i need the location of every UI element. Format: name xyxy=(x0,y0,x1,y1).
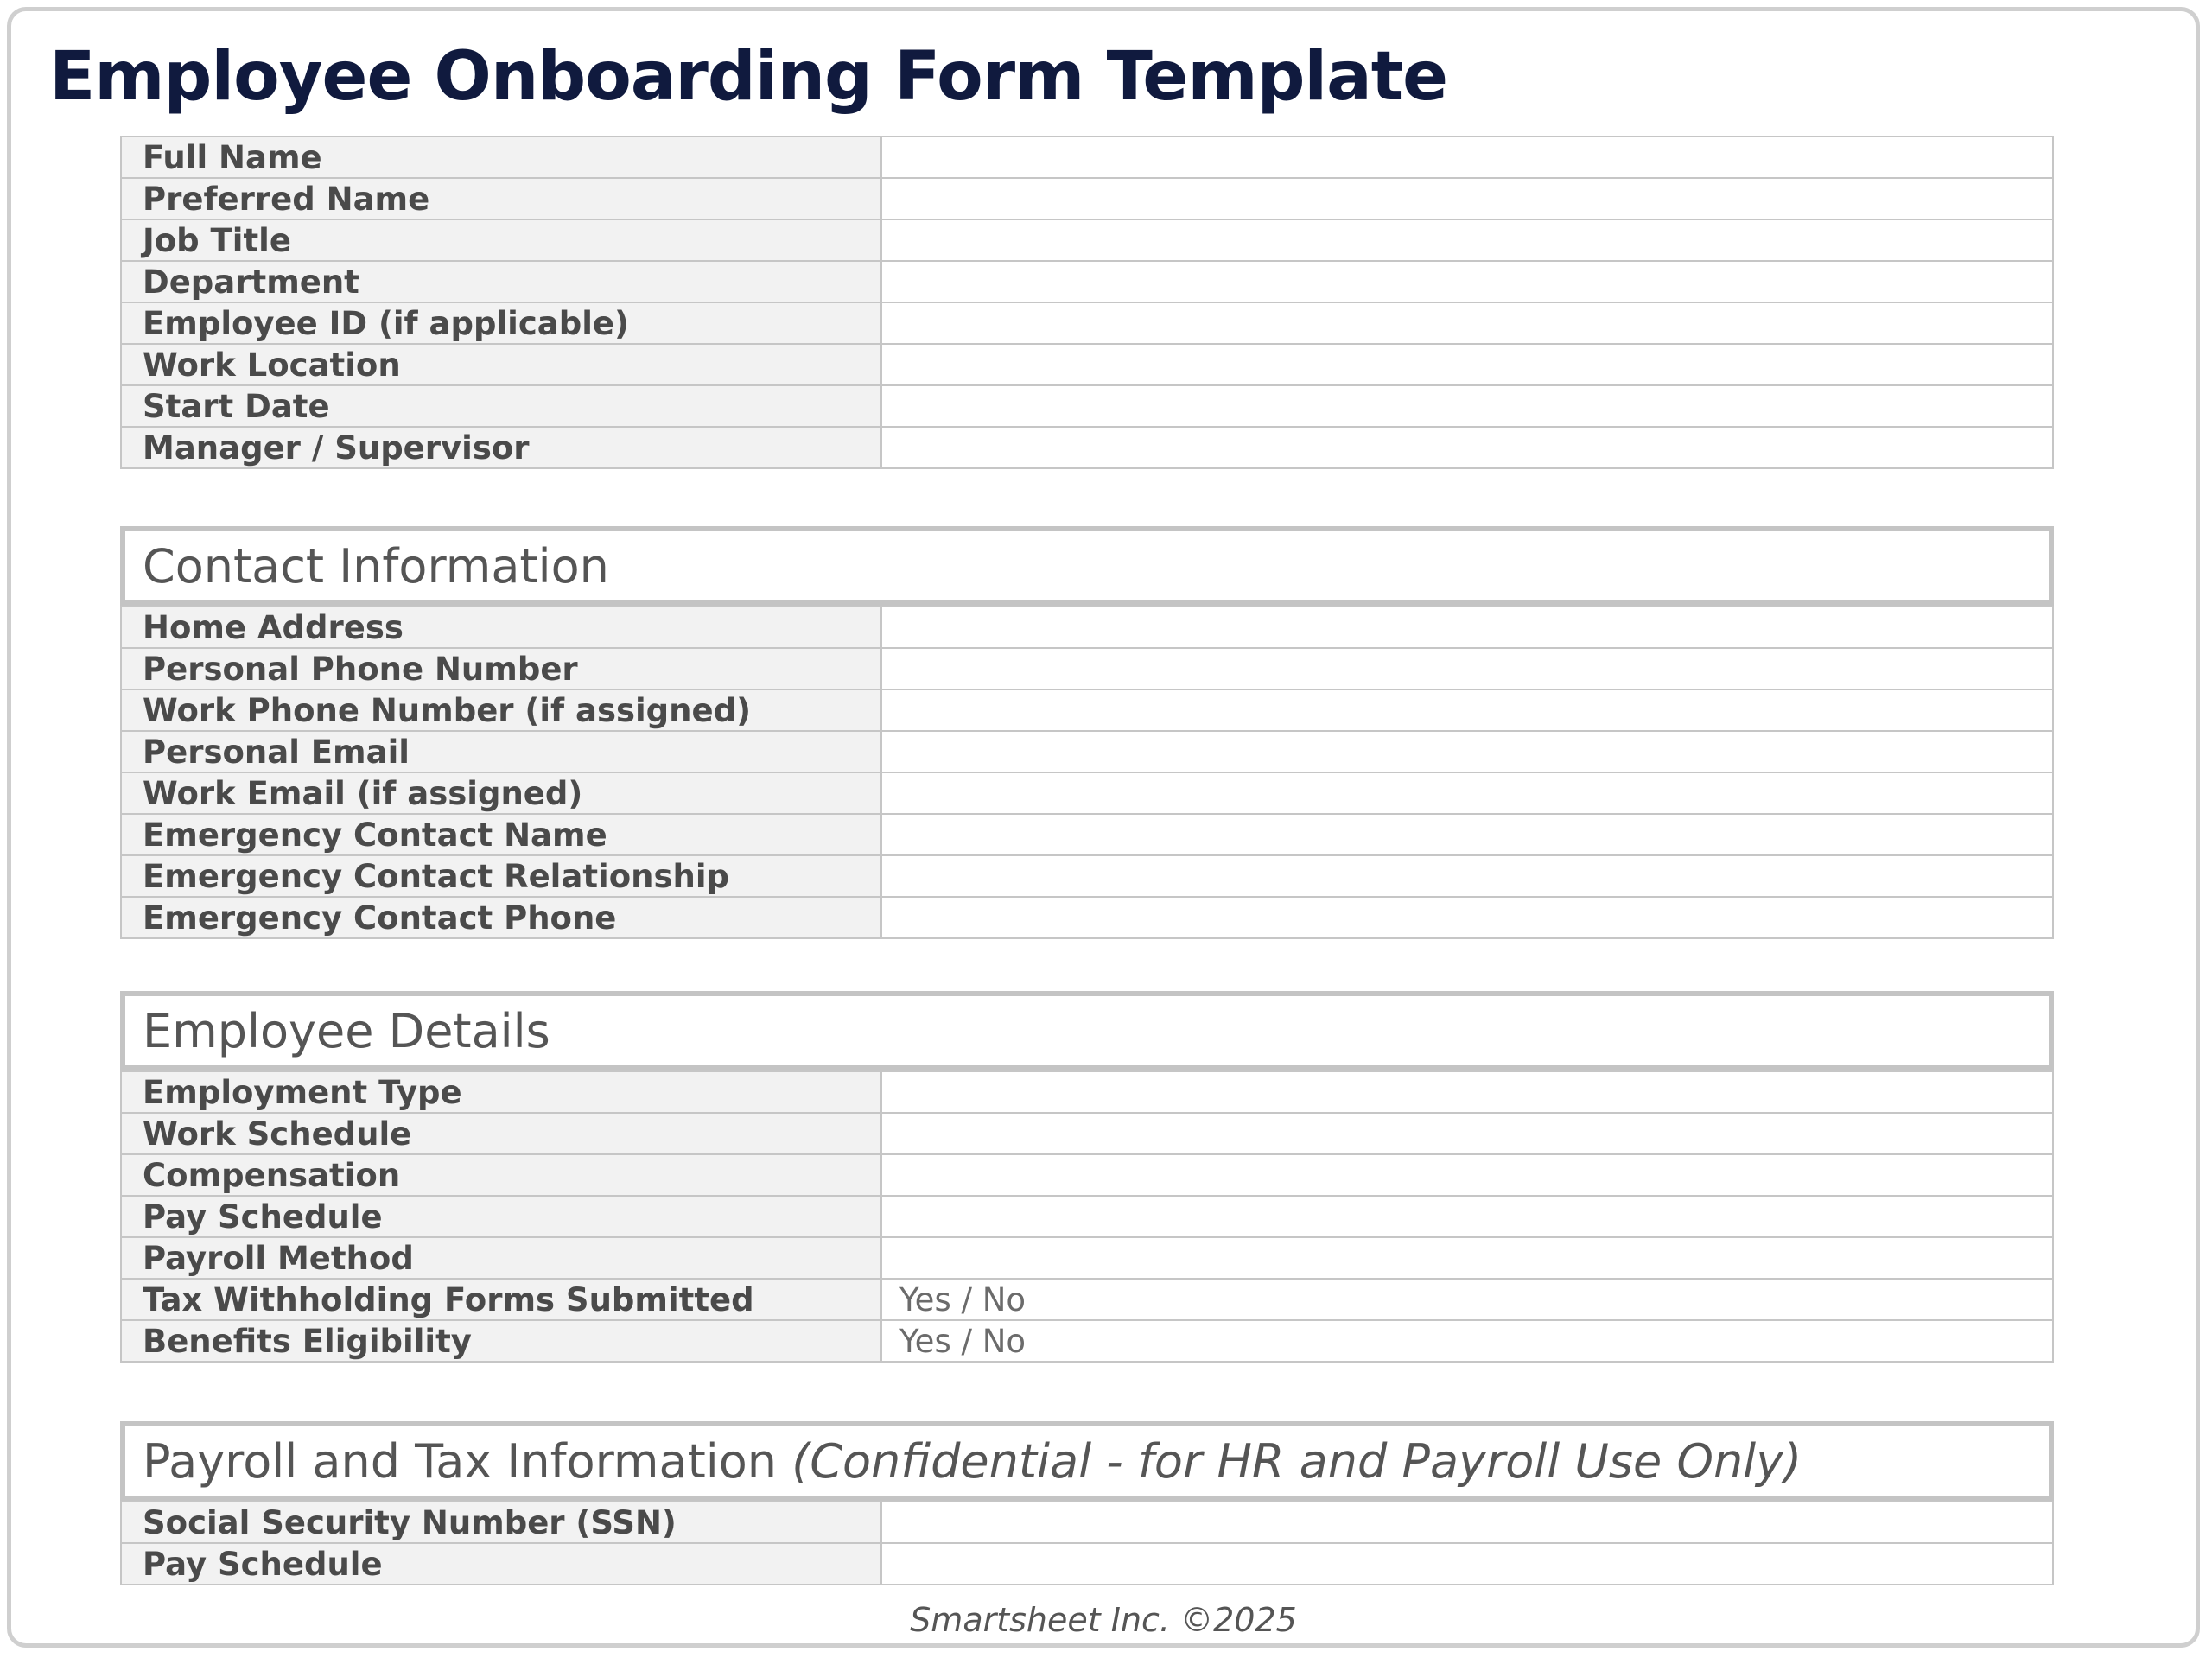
table-row xyxy=(121,1279,2053,1320)
field-input-payroll-method[interactable] xyxy=(881,1237,2053,1279)
table-row xyxy=(121,689,2053,731)
field-input-employment-type[interactable] xyxy=(881,1071,2053,1113)
table-row xyxy=(121,427,2053,468)
field-input-manager[interactable] xyxy=(881,427,2053,468)
field-label-manager: Manager / Supervisor xyxy=(121,427,881,468)
table-row xyxy=(121,302,2053,344)
table-row xyxy=(121,772,2053,814)
table-row xyxy=(121,897,2053,938)
field-input-emergency-contact-phone[interactable] xyxy=(881,897,2053,938)
field-label-work-phone: Work Phone Number (if assigned) xyxy=(121,689,881,731)
field-label-compensation: Compensation xyxy=(121,1154,881,1196)
field-input-start-date[interactable] xyxy=(881,385,2053,427)
field-label-emergency-contact-name: Emergency Contact Name xyxy=(121,814,881,855)
field-input-job-title[interactable] xyxy=(881,219,2053,261)
table-row xyxy=(121,1543,2053,1585)
field-input-pay-schedule[interactable] xyxy=(881,1196,2053,1237)
field-label-ssn: Social Security Number (SSN) xyxy=(121,1502,881,1543)
field-label-pay-schedule: Pay Schedule xyxy=(121,1196,881,1237)
field-input-department[interactable] xyxy=(881,261,2053,302)
table-row xyxy=(121,1071,2053,1113)
page-title: Employee Onboarding Form Template xyxy=(49,38,1447,116)
field-input-work-email[interactable] xyxy=(881,772,2053,814)
section-heading-contact xyxy=(120,526,2054,606)
basic-info-section xyxy=(120,136,2054,469)
field-input-emergency-contact-relationship[interactable] xyxy=(881,855,2053,897)
field-label-employment-type: Employment Type xyxy=(121,1071,881,1113)
employee-details-section xyxy=(120,991,2054,1363)
field-input-work-phone[interactable] xyxy=(881,689,2053,731)
field-label-home-address: Home Address xyxy=(121,607,881,648)
section-heading-text: Employee Details xyxy=(143,1004,550,1058)
field-input-full-name[interactable] xyxy=(881,137,2053,178)
table-row xyxy=(121,137,2053,178)
field-input-payroll-pay-schedule[interactable] xyxy=(881,1543,2053,1585)
field-input-emergency-contact-name[interactable] xyxy=(881,814,2053,855)
field-input-employee-id[interactable] xyxy=(881,302,2053,344)
field-label-emergency-contact-relationship: Emergency Contact Relationship xyxy=(121,855,881,897)
field-input-personal-phone[interactable] xyxy=(881,648,2053,689)
table-row xyxy=(121,731,2053,772)
table-row xyxy=(121,1237,2053,1279)
field-label-tax-withholding: Tax Withholding Forms Submitted xyxy=(121,1279,881,1320)
field-label-personal-email: Personal Email xyxy=(121,731,881,772)
table-row xyxy=(121,648,2053,689)
table-row xyxy=(121,219,2053,261)
table-row xyxy=(121,1502,2053,1543)
section-heading-note: (Confidential - for HR and Payroll Use Only) xyxy=(791,1434,1802,1489)
field-input-benefits-eligibility[interactable]: Yes / No xyxy=(881,1320,2053,1362)
field-label-preferred-name: Preferred Name xyxy=(121,178,881,219)
field-label-emergency-contact-phone: Emergency Contact Phone xyxy=(121,897,881,938)
table-row xyxy=(121,855,2053,897)
field-input-ssn[interactable] xyxy=(881,1502,2053,1543)
field-input-work-location[interactable] xyxy=(881,344,2053,385)
field-label-full-name: Full Name xyxy=(121,137,881,178)
field-input-tax-withholding[interactable]: Yes / No xyxy=(881,1279,2053,1320)
employee-details-table xyxy=(120,1070,2054,1363)
table-row xyxy=(121,344,2053,385)
table-row xyxy=(121,607,2053,648)
field-label-work-location: Work Location xyxy=(121,344,881,385)
field-input-compensation[interactable] xyxy=(881,1154,2053,1196)
field-label-benefits-eligibility: Benefits Eligibility xyxy=(121,1320,881,1362)
table-row xyxy=(121,178,2053,219)
field-label-payroll-pay-schedule: Pay Schedule xyxy=(121,1543,881,1585)
field-label-start-date: Start Date xyxy=(121,385,881,427)
field-label-work-email: Work Email (if assigned) xyxy=(121,772,881,814)
section-heading-details xyxy=(120,991,2054,1070)
field-label-department: Department xyxy=(121,261,881,302)
basic-info-table xyxy=(120,136,2054,469)
field-label-employee-id: Employee ID (if applicable) xyxy=(121,302,881,344)
field-input-work-schedule[interactable] xyxy=(881,1113,2053,1154)
table-row xyxy=(121,261,2053,302)
payroll-tax-table xyxy=(120,1501,2054,1585)
form-page xyxy=(7,7,2200,1648)
field-input-preferred-name[interactable] xyxy=(881,178,2053,219)
section-heading-text: Payroll and Tax Information xyxy=(143,1434,778,1489)
field-input-home-address[interactable] xyxy=(881,607,2053,648)
table-row xyxy=(121,814,2053,855)
table-row xyxy=(121,1154,2053,1196)
field-label-job-title: Job Title xyxy=(121,219,881,261)
section-heading-payroll xyxy=(120,1421,2054,1501)
field-label-work-schedule: Work Schedule xyxy=(121,1113,881,1154)
contact-information-section xyxy=(120,526,2054,939)
payroll-tax-section xyxy=(120,1421,2054,1585)
section-heading-text: Contact Information xyxy=(143,539,609,594)
footer-copyright: Smartsheet Inc. ©2025 xyxy=(910,1601,1297,1639)
table-row xyxy=(121,1196,2053,1237)
contact-information-table xyxy=(120,606,2054,939)
field-label-payroll-method: Payroll Method xyxy=(121,1237,881,1279)
field-input-personal-email[interactable] xyxy=(881,731,2053,772)
table-row xyxy=(121,385,2053,427)
table-row xyxy=(121,1320,2053,1362)
table-row xyxy=(121,1113,2053,1154)
field-label-personal-phone: Personal Phone Number xyxy=(121,648,881,689)
